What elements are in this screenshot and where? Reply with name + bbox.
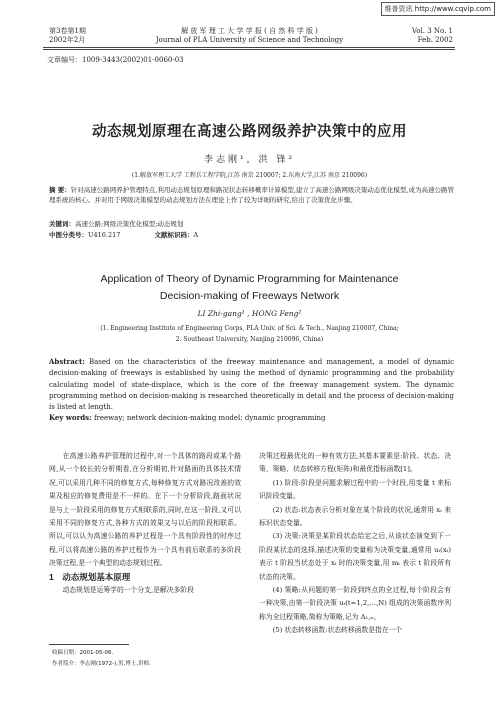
authors-en: LI Zhi-gang¹ , HONG Feng² [197, 309, 302, 318]
header-rule-top [43, 47, 455, 48]
keywords-en [49, 413, 454, 422]
keywords-cn [49, 219, 183, 228]
abstract-en-text: Based on the characteristics of the freeway maintenance and management, a model of dynamic decision-making of freeways is established by using the method of dynamic programming and the probability calculating model of state-displace, which is the core of the freeway management system. The dynamic programming method on decision-making is researched theoretically in detail and the process of decision-making is listed at length. [49, 358, 454, 412]
keywords-en-label: Key words: [49, 413, 92, 422]
body-paragraph: 动态规划是运筹学的一个分支,是解决多阶段 [62, 586, 194, 595]
article-number: 文章编号：1009-3443(2002)01-0060-03 [47, 56, 184, 64]
received-date: 收稿日期：2001-05-06. [52, 650, 114, 656]
body-paragraph: (2) 状态:状态表示分析对象在某个阶段的状况,通常用 xₜ 来标识状态变量。 [259, 505, 451, 528]
affiliation-en-line1: (1. Engineering Institute of Engineering Corps, PLA Univ. of Sci. & Tech., Nanjing 210007, China; [100, 325, 399, 332]
footnote [52, 648, 151, 670]
issue-volume: 第3卷第1期 [49, 27, 86, 35]
doc-code-label: 文献标识码： [154, 231, 194, 239]
title-cn: 动态规划原理在高速公路网级养护决策中的应用 [92, 123, 407, 140]
title-en [0, 271, 499, 305]
title-en-line1: Application of Theory of Dynamic Programming for Maintenance [100, 273, 399, 285]
clc-value: U416.217 [88, 231, 121, 239]
footnote-rule [49, 644, 129, 645]
classification-cn [49, 230, 198, 239]
abstract-cn [49, 185, 454, 205]
journal-name-en: Journal of PLA University of Science and Technology [155, 36, 344, 44]
clc-label: 中图分类号： [49, 231, 88, 239]
issue-date: 2002年2月 [49, 36, 86, 44]
affiliation-cn: (1.解放军理工大学 工程兵工程学院,江苏 南京 210007; 2.东南大学,江苏 南京 210096) [131, 172, 368, 179]
abstract-cn-text: 针对高速公路网养护管理特点,利用动态规划原理和路况状态转移概率计算模型,建立了高速公路网级决策动态优化模型,成为高速公路管理系统的核心。并对用于网级决策模型的动态规划方法在理论上作了较为详细的研究,给出了决策优化步骤。 [49, 186, 454, 204]
title-en-line2: Decision-making of Freeways Network [159, 290, 340, 302]
body-paragraph: (5) 状态转移函数:状态转移函数是指在一个 [272, 626, 403, 635]
keywords-cn-text: 高速公路;网级决策优化模型;动态规划 [75, 220, 184, 228]
body-paragraph: 决策过程最优化的一种有效方法,其基本要素是:阶段、状态、决策、策略、状态转移方程(矩阵)和最优指标函数[1]。 [259, 452, 451, 474]
body-paragraph: (1) 阶段:阶段是问题求解过程中的一个时段,用变量 t 来标识阶段变量。 [259, 478, 451, 501]
doc-code-value: A [193, 231, 199, 239]
volume-date: Feb. 2002 [417, 36, 453, 44]
journal-name-cn: 解 放 军 理 工 大 学 学 报 ( 自 然 科 学 版 ) [181, 27, 318, 35]
section-heading: 1 动态规划基本原理 [49, 571, 131, 582]
volume-info [412, 27, 453, 45]
abstract-en-label: Abstract: [49, 357, 85, 366]
keywords-en-text: freeway; network decision-making model; dynamic programming [93, 414, 326, 422]
header-rule-bottom [43, 49, 455, 50]
author-bio: 作者简介：李志刚(1972-),男,博士,讲师. [52, 661, 151, 667]
watermark: 维普资讯 http://www.cqvip.com [381, 2, 495, 16]
affiliation-en [0, 323, 499, 345]
body-column-left [49, 450, 241, 597]
abstract-cn-label: 摘 要： [49, 186, 71, 194]
body-column-right [259, 450, 451, 638]
keywords-cn-label: 关键词： [49, 220, 75, 228]
abstract-en [49, 356, 454, 413]
body-paragraph: (4) 策略:从问题的第一阶段到终点的全过程,每个阶段会有一种决策,由第一阶段决策 uₜ(t=1,2,…,N) 组成的决策函数序列称为全过程策略,简称为策略,记为 A₁,ₙ。 [259, 586, 451, 621]
body-paragraph: 在高速公路养护管理的过程中,对一个具体的路段或某个路网,从一个较长的分析期看,在分析期初,针对路面的具体技术情况,可以采用几种不同的修复方式,每种修复方式对路况改善的效果及相应的修复费用是不一样的。在下一个分析阶段,路面状况是与上一阶段采用的修复方式相联系的,同时,在这一阶段,又可以采用不同的修复方式,各种方式的效果又与以后的阶段相联系。所以,可以认为高速公路的养护过程是一个具有阶段性的时序过程,可以将高速公路的养护过程作为一个具有前后联系的多阶段决策过程,是一个典型的动态规划过程。 [49, 452, 241, 568]
volume-number: Vol. 3 No. 1 [411, 27, 453, 35]
body-paragraph: (3) 决策:决策是某阶段状态给定之后,从该状态演变到下一阶段某状态的选择,描述决策的变量称为决策变量,通常用 uₜ(xₜ) 表示 t 阶段当状态处于 xₜ 时的决策变量,用 mₜ 表示 t 阶段所有状态的决策。 [259, 532, 451, 581]
affiliation-en-line2: 2. Southeast University, Nanjing 210096, China) [175, 336, 324, 343]
authors-cn: 李志刚¹，洪 锋² [203, 155, 296, 165]
